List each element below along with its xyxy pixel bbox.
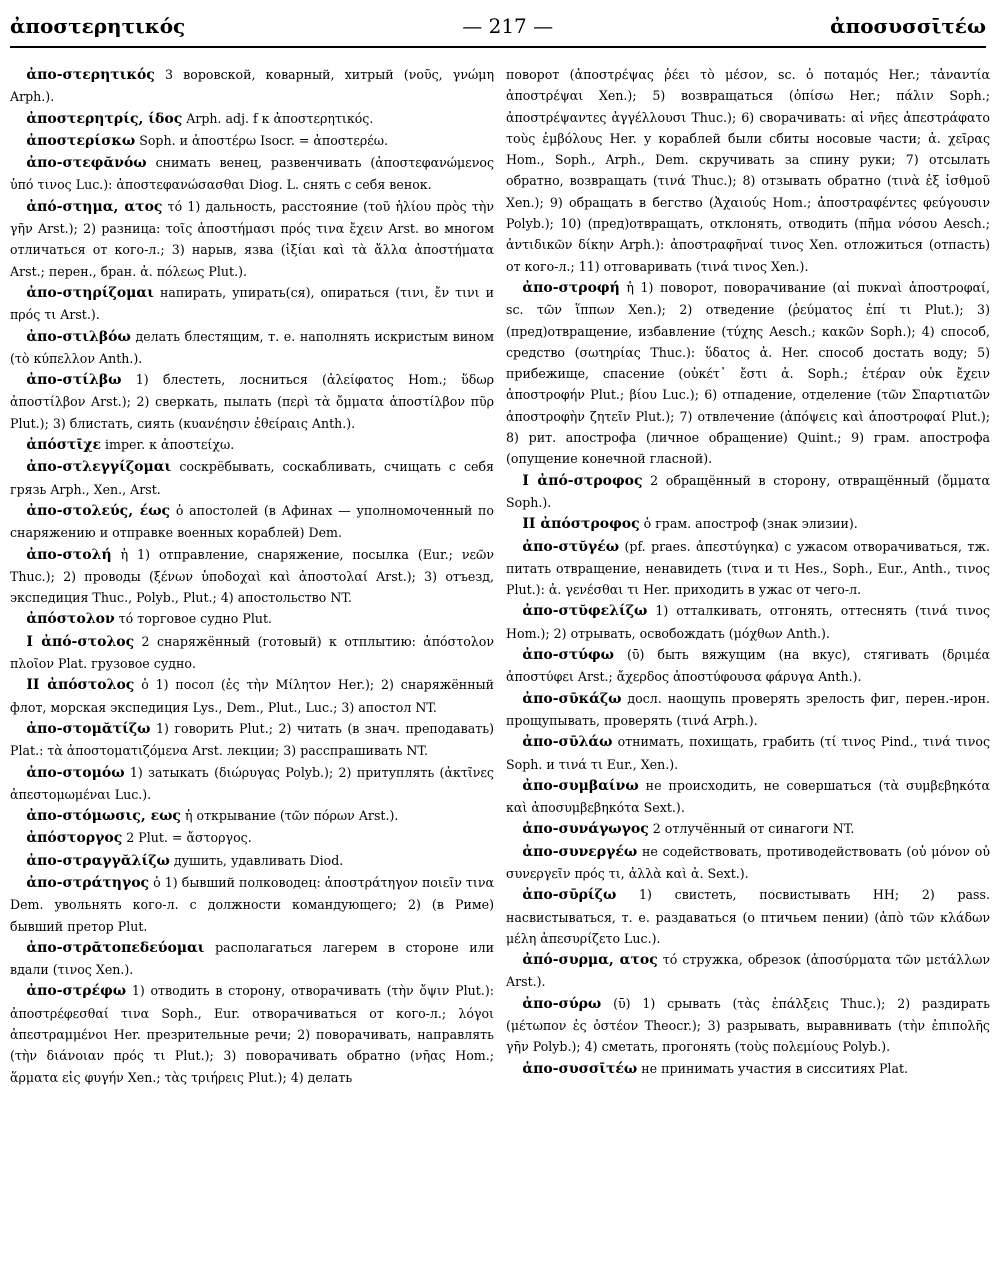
dictionary-entry (506, 277, 990, 470)
dictionary-entry (10, 130, 494, 152)
page-number: — 217 — (462, 14, 554, 38)
dictionary-entry (506, 841, 990, 885)
entry-definition: отнимать, похищать, грабить (τί τινος Pind., τινά τινος Soph. и τινά τι Eur., Xen.). (506, 734, 990, 772)
entry-headword: ἀπόστῑχε (26, 437, 101, 454)
dictionary-entry (10, 500, 494, 544)
entry-headword: ἀπο-στιλβόω (26, 328, 131, 345)
entry-definition: Soph. и ἀποστέρω Isocr. = ἀποστερέω. (135, 132, 389, 148)
dictionary-entry (10, 608, 494, 630)
entry-definition: душить, удавливать Diod. (169, 852, 344, 868)
dictionary-entry (506, 1058, 990, 1080)
entry-headword: ἀπο-στῠφελίζω (522, 603, 648, 620)
dictionary-entry (10, 434, 494, 456)
entry-headword: II ἀπόστροφος (522, 516, 640, 533)
entry-definition: поворот (ἀποστρέψας ῥέει τὸ μέσον, sc. ὁ ποταμός Her.; τἀναντία ἀποστρέψαι Xen.); 5) возвращаться (ὀπίσω Her.; πάλιν Soph.; ἀποστρέψαντες ἀγγέλλουσι Thuc.); 6) сворачивать: αἱ νῆες ἀπεστράφατο τοὺς ἐμβόλους Her. у кораблей были сбиты носовые части; ἀ. χεῖρας Hom., Soph., Arph., Dem. скручивать за спину руки; 7) отсылать обратно, возвращать (τινά Thuc.); 8) отзывать обратно (τινὰ ἐξ ἰσθμοῦ Xen.); 9) обращать в бегство (Ἀχαιούς Hom.; ἀποστραφέντες φεύγουσιν Polyb.); 10) (пред)отвращать, отклонять, отводить (πῆμα νόσου Aesch.; ἀντιδικῶν δίκην Arph.): ἀποστραφῆναί τινος Xen. отложиться (отпасть) от кого-л.; 11) отговаривать (τινά τινος Xen.). (506, 67, 990, 274)
entry-definition: 2 обращённый в сторону, отвращённый (ὄμματα Soph.). (506, 472, 990, 510)
dictionary-entry (10, 872, 494, 937)
entry-headword: I ἀπό-στολος (26, 633, 135, 650)
entry-headword: ἀπο-στόμωσις, εως (26, 808, 181, 825)
entry-headword: ἀπο-στολή (26, 546, 112, 563)
header-right-word: ἀποσυσσῑτέω (830, 14, 986, 38)
header-left-word: ἀποστερητικός (10, 14, 186, 38)
entry-headword: ἀπό-στημα, ατος (26, 198, 163, 215)
entry-headword: II ἀπόστολος (26, 677, 135, 694)
dictionary-entry (10, 805, 494, 827)
right-column (506, 64, 990, 1276)
dictionary-entry (10, 326, 494, 370)
running-header (10, 6, 986, 48)
entry-definition: ὁ апостолей (в Афинах — уполномоченный по снаряжению и отправке военных кораблей) Dem. (10, 502, 494, 541)
entry-headword: ἀπο-στίλβω (26, 372, 122, 389)
entry-definition: делать блестящим, т. е. наполнять искристым вином (τὸ κύπελλον Anth.). (10, 328, 494, 366)
entry-definition: τό 1) дальность, расстояние (τοῦ ἡλίου πρὸς τὴν γῆν Arst.); 2) разница: τοῖς ἀποστήμασι πρός τινα ἔχειν Arst. во многом отличаться от кого-л.; 3) нарыв, язва (ἰξίαι καὶ τὰ ἄλλα ἀποστήματα Arst.; перен., бран. ἀ. πόλεως Plut.). (10, 198, 494, 279)
entry-definition: ἡ открывание (τῶν πόρων Arst.). (180, 808, 399, 824)
dictionary-entry (10, 718, 494, 762)
dictionary-entry (10, 369, 494, 434)
entry-definition: τό торговое судно Plut. (114, 611, 273, 627)
entry-definition: 1) затыкать (διώρυγας Polyb.); 2) притуплять (ἀκτῖνες ἀπεστομωμέναι Luc.). (10, 764, 494, 802)
entry-definition: 1) отводить в сторону, отворачивать (τὴν ὄψιν Plut.): ἀποστρέφεσθαί τινα Soph., Eur. отворачиваться от кого-л.; λόγοι ἀπεστραμμένοι Her. презрительные речи; 2) поворачивать, направлять (τὴν διάνοιαν πρός τι Plut.); 3) поворачивать обратно (νῆας Hom.; ἅρματα εἰς φυγήν Xen.; τὰς τριήρεις Plut.); 4) делать (10, 983, 494, 1085)
entry-headword: ἀπο-σῡκάζω (522, 690, 622, 707)
dictionary-entry (506, 644, 990, 688)
dictionary-entry (506, 64, 990, 277)
entry-headword: ἀποστερητρίς, ίδος (26, 110, 183, 127)
entry-definition: Arph. adj. f к ἀποστερητικός. (182, 110, 374, 126)
dictionary-entry (10, 64, 494, 108)
entry-headword: ἀπο-στύφω (522, 647, 614, 664)
entry-definition: τό стружка, обрезок (ἀποσύρματα τῶν μετάλλων Arst.). (506, 952, 990, 990)
entry-definition: 2 снаряжённый (готовый) к отплытию: ἀπόστολον πλοῖον Plat. грузовое судно. (10, 633, 494, 672)
entry-definition: напирать, упирать(ся), опираться (τινι, ἔν τινι и πρός τι Arst.). (10, 284, 494, 323)
dictionary-entry (10, 456, 494, 500)
entry-headword: ἀπο-συνάγωγος (522, 821, 649, 838)
dictionary-entry (506, 688, 990, 732)
dictionary-entry (10, 282, 494, 326)
entry-definition: 2 Plut. = ἄστοργος. (122, 830, 252, 846)
entry-headword: ἀπο-στομᾰτίζω (26, 720, 151, 737)
entry-definition: 2 отлучённый от синагоги NT. (648, 821, 855, 837)
entry-headword: ἀπο-στομόω (26, 764, 125, 781)
entry-definition: ἡ 1) поворот, поворачивание (αἱ πυκναὶ ἀποστροφαί, sc. τῶν ἵππων Xen.); 2) отведение (ῥεύματος ἐπί τι Plut.); 3) (пред)отвращение, избавление (τύχης Aesch.; κακῶν Soph.); 4) способ, средство (σωτηρίας Thuc.): ὕδατος ἀ. Her. способ достать воду; 5) прибежище, спасение (οὐκέτ᾽ ἔστι ἀ. Soph.; ἑτέραν οὐκ ἔχειν ἀποστροφήν Plut.; βίου Luc.); 6) отпадение, отделение (τῶν Σπαρτιατῶν ἀποστροφὴν ζητεῖν Plut.); 7) отвлечение (ἀπόψεις καὶ ἀποστροφαί Plut.); 8) рит. апострофа (личное обращение) Quint.; 9) грам. апострофа (опущение конечной гласной). (506, 279, 990, 467)
entry-headword: ἀποστερίσκω (26, 132, 136, 149)
entry-headword: ἀπο-σῡλάω (522, 734, 613, 751)
entry-headword: ἀπο-στῠγέω (522, 538, 620, 555)
entry-definition: ὁ 1) бывший полководец: ἀποστράτηγον ποιεῖν τινα Dem. увольнять кого-л. с должности командующего; 2) (в Риме) бывший претор Plut. (10, 874, 494, 934)
dictionary-entry (10, 827, 494, 849)
entry-headword: ἀπο-στεφᾰνόω (26, 155, 147, 172)
dictionary-entry (506, 884, 990, 949)
dictionary-entry (506, 731, 990, 775)
entry-definition: располагаться лагерем в стороне или вдали (τινος Xen.). (10, 939, 494, 978)
dictionary-entry (10, 674, 494, 718)
entry-headword: ἀπο-στράτηγος (26, 874, 150, 891)
dictionary-entry (10, 850, 494, 872)
dictionary-entry (10, 152, 494, 196)
entry-definition: 1) говорить Plut.; 2) читать (в знач. преподавать) Plat.: τὰ ἀποστοματιζόμενα Arst. лекции; 3) расспрашивать NT. (10, 720, 494, 759)
entry-definition: imper. к ἀποστείχω. (100, 437, 235, 453)
entry-headword: ἀπόστοργος (26, 830, 123, 847)
entry-headword: ἀπο-συμβαίνω (522, 777, 639, 794)
entry-headword: ἀπόστολον (26, 611, 115, 628)
dictionary-entry (506, 775, 990, 819)
entry-headword: I ἀπό-στροφος (522, 472, 643, 489)
entry-definition: снимать венец, развенчивать (ἀποστεφανώμενος ὑπό τινος Luc.): ἀποστεφανώσασθαι Diog. L. снять с себя венок. (10, 155, 494, 193)
entry-definition: не происходить, не совершаться (τὰ συμβεβηκότα καὶ ἀποσυμβεβηκότα Sext.). (506, 777, 990, 816)
dictionary-entry (10, 108, 494, 130)
entry-definition: (ῡ) быть вяжущим (на вкус), стягивать (δριμέα ἀποστύφει Arst.; ἄχερδος ἀποστύφουσα φάρυγα Anth.). (506, 647, 990, 685)
entry-headword: ἀπο-στερητικός (26, 67, 155, 83)
entry-headword: ἀπο-στρᾰτοπεδεύομαι (26, 939, 205, 956)
dictionary-entry (506, 513, 990, 535)
entry-definition: (ῡ) 1) срывать (τὰς ἐπάλξεις Thuc.); 2) раздирать (μέτωπον ἐς ὀστέον Theocr.); 3) разрывать, выравнивать (τὴν ἐπιπολῆς γῆν Polyb.); 4) сметать, прогонять (τοὺς πολεμίους Polyb.). (506, 995, 990, 1055)
entry-headword: ἀπο-συσσῑτέω (522, 1060, 638, 1077)
dictionary-entry (506, 993, 990, 1058)
dictionary-entry (10, 196, 494, 282)
entry-headword: ἀπο-στροφή (522, 279, 620, 296)
entry-headword: ἀπο-σῡρίζω (522, 887, 617, 904)
entry-definition: не принимать участия в сисситиях Plat. (637, 1060, 909, 1076)
entry-headword: ἀπο-στολεύς, έως (26, 502, 171, 519)
dictionary-entry (10, 980, 494, 1087)
dictionary-entry (506, 818, 990, 840)
dictionary-entry (506, 470, 990, 514)
entry-headword: ἀπο-στραγγᾰλίζω (26, 852, 170, 869)
entry-headword: ἀπο-σύρω (522, 995, 602, 1012)
entry-headword: ἀπο-στηρίζομαι (26, 284, 154, 301)
entry-definition: досл. наощупь проверять зрелость фиг, перен.-ирон. прощупывать, проверять (τινά Arph.). (506, 690, 990, 728)
entry-definition: 1) отталкивать, отгонять, оттеснять (τινά τινος Hom.); 2) отрывать, освобождать (μόχθων Anth.). (506, 603, 990, 641)
entry-definition: 1) свистеть, посвистывать HH; 2) pass. насвистываться, т. е. раздаваться (о птичьем пении) (ἀπὸ τῶν κλάδων μέλη ἀπεσυρίζετο Luc.). (506, 887, 990, 946)
entry-definition: ὁ 1) посол (ἐς τὴν Μίλητον Her.); 2) снаряжённый флот, морская экспедиция Lys., Dem., Plut., Luc.; 3) апостол NT. (10, 677, 494, 715)
left-column (10, 64, 494, 1276)
dictionary-entry (506, 949, 990, 993)
dictionary-entry (10, 762, 494, 806)
entry-definition: соскрёбывать, соскабливать, счищать с себя грязь Arph., Xen., Arst. (10, 459, 494, 497)
entry-definition: ἡ 1) отправление, снаряжение, посылка (Eur.; νεῶν Thuc.); 2) проводы (ξένων ὑποδοχαὶ καὶ ἀποστολαί Arst.); 3) отъезд, экспедиция Thuc., Polyb., Plut.; 4) апостольство NT. (10, 546, 494, 606)
entry-definition: (pf. praes. ἀπεστύγηκα) с ужасом отворачиваться, тж. питать отвращение, ненавидеть (τινα и τι Hes., Soph., Eur., Anth., τινος Plut.): ἀ. γενέσθαι τι Her. приходить в ужас от чего-л. (506, 538, 990, 598)
entry-definition: не содействовать, противодействовать (οὐ μόνον οὐ συνεργεῖν πρός τι, ἀλλὰ καὶ ἀ. Sext.). (506, 843, 990, 881)
dictionary-entry (10, 631, 494, 675)
entry-headword: ἀπό-συρμα, ατος (522, 952, 658, 969)
entry-definition: ὁ грам. апостроф (знак элизии). (639, 516, 858, 532)
entry-definition: 3 воровской, коварный, хитрый (νοῦς, γνώμη Arph.). (10, 67, 494, 105)
dictionary-entry (10, 937, 494, 981)
entry-headword: ἀπο-συνεργέω (522, 843, 638, 860)
entry-headword: ἀπο-στλεγγίζομαι (26, 459, 172, 476)
dictionary-entry (10, 544, 494, 609)
entry-headword: ἀπο-στρέφω (26, 983, 127, 1000)
entry-definition: 1) блестеть, лосниться (ἀλείφατος Hom.; ὕδωρ ἀποστίλβον Arst.); 2) сверкать, пылать (περὶ τὰ ὄμματα ἀποστίλβον πῦρ Plut.); 3) блистать, сиять (κυανέησιν ἐθείραις Anth.). (10, 372, 494, 431)
dictionary-entry (506, 536, 990, 601)
dictionary-entry (506, 600, 990, 644)
